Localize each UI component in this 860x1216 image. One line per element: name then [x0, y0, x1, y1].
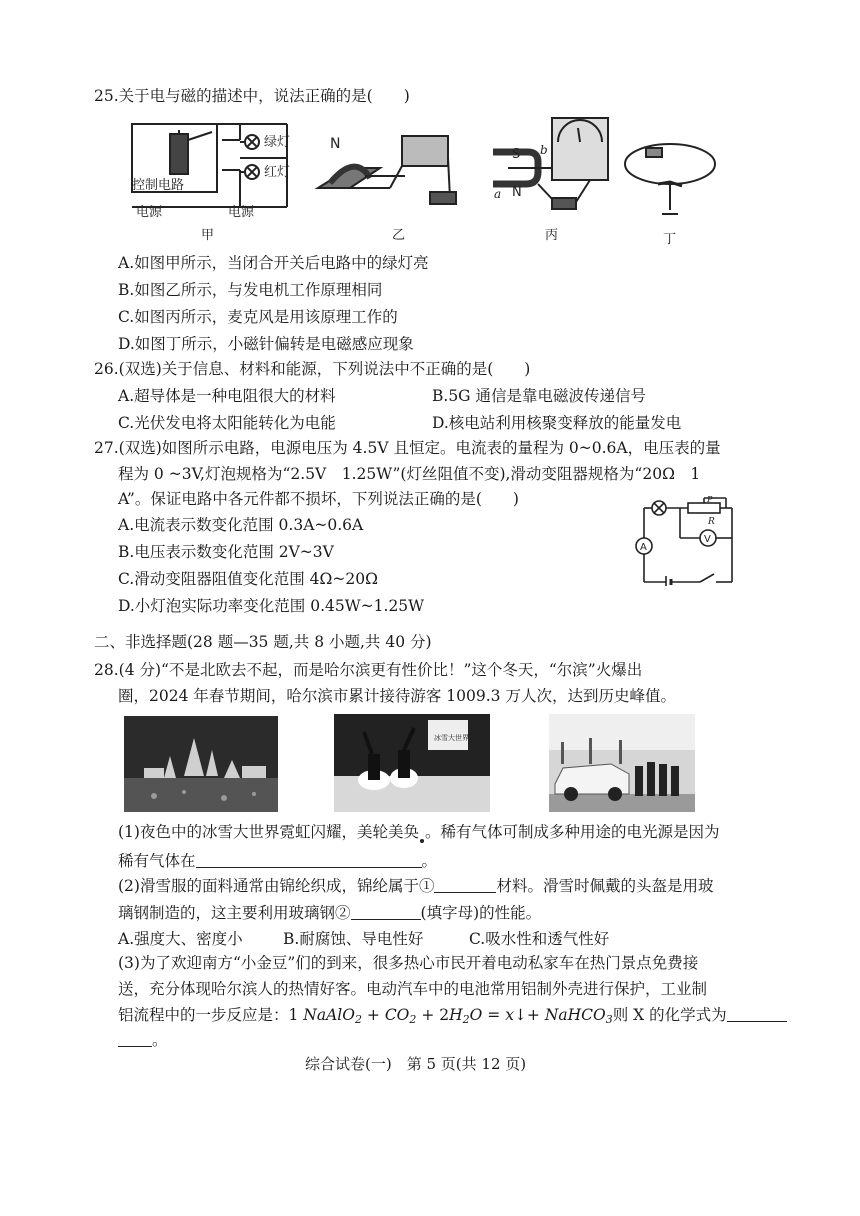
q27-option-c: C.滑动变阻器阻值变化范围 4Ω~20Ω: [118, 570, 378, 588]
source2-label: 电源: [228, 205, 255, 220]
q28-line1: 28.(4 分)“不是北欧去不起，而是哈尔滨更有性价比！”这个冬天，“尔滨”火爆出: [94, 661, 643, 679]
q28-line2: 圈，2024 年春节期间，哈尔滨市累计接待游客 1009.3 万人次，达到历史峰值。: [118, 687, 676, 705]
figure-jia-electromagnetic-relay: [122, 112, 294, 222]
q28-part3-line4: 。: [118, 1030, 168, 1050]
q28-choice-a: A.强度大、密度小: [118, 930, 243, 948]
q28-part3-line3: 铝流程中的一步反应是：1 NaAlO$_2$ + $CO_2 + 2H_2O$ = x↓+ NaHCO$_3$则 X 的化学式为: [118, 1005, 787, 1030]
figure-label-yi: 乙: [392, 228, 406, 243]
point-b-label: b: [540, 143, 548, 157]
answer-blank-1[interactable]: [196, 851, 422, 868]
q25-stem: 25.关于电与磁的描述中，说法正确的是( ): [94, 87, 410, 105]
resistor-r-label: R: [708, 517, 715, 527]
q28-part1-line1: (1)夜色中的冰雪大世界霓虹闪耀，美轮美奂 。稀有气体可制成多种用途的电光源是因为: [118, 823, 720, 841]
magnet-n-label-2: N: [512, 185, 522, 200]
answer-blank-3a[interactable]: [727, 1005, 787, 1022]
q27-line2: 程为 0 ~3V,灯泡规格为“2.5V 1.25W”(灯丝阻值不变),滑动变阻器规格为“20Ω 1: [118, 465, 701, 483]
q27-option-a: A.电流表示数变化范围 0.3A~0.6A: [118, 516, 364, 534]
green-lamp-label: 绿灯: [264, 135, 291, 150]
q26-option-b: B.5G 通信是靠电磁波传递信号: [432, 387, 646, 405]
emphasis-dot: [420, 839, 424, 843]
answer-blank-2-2[interactable]: [351, 903, 421, 920]
q28-part2-line2: 璃钢制造的，这主要利用玻璃钢② (填字母)的性能。: [118, 904, 542, 922]
q25-option-b: B.如图乙所示，与发电机工作原理相同: [118, 281, 383, 299]
q26-option-d: D.核电站利用核聚变释放的能量发电: [432, 414, 682, 432]
section-2-heading: 二、非选择题(28 题—35 题,共 8 小题,共 40 分): [94, 633, 432, 651]
q28-part3-line1: (3)为了欢迎南方“小金豆”们的到来，很多热心市民开着电动私家车在热门景点免费接: [118, 954, 699, 972]
q26-option-c: C.光伏发电将太阳能转化为电能: [118, 414, 336, 432]
magnet-s-label: S: [512, 147, 521, 162]
q25-option-a: A.如图甲所示，当闭合开关后电路中的绿灯亮: [118, 254, 429, 272]
q27-line1: 27.(双选)如图所示电路，电源电压为 4.5V 且恒定。电流表的量程为 0~0.6A，电压表的量: [94, 439, 721, 457]
q26-option-a: A.超导体是一种电阻很大的材料: [118, 387, 336, 405]
slider-p-label: P: [707, 495, 713, 504]
q25-option-d: D.如图丁所示，小磁针偏转是电磁感应现象: [118, 335, 414, 353]
answer-blank-3b[interactable]: [118, 1030, 152, 1047]
magnet-n-label: N: [330, 136, 341, 152]
photo-car-tourists: [549, 714, 695, 812]
q28-part3-line2: 送，充分体现哈尔滨人的热情好客。电动汽车中的电池常用铝制外壳进行保护，工业制: [118, 980, 708, 998]
q28-part2-line1: (2)滑雪服的面料通常由锦纶织成，锦纶属于① 材料。滑雪时佩戴的头盔是用玻: [118, 877, 714, 895]
control-circuit-label: 控制电路: [132, 178, 185, 193]
figure-label-bing: 丙: [545, 228, 559, 243]
point-a-label: a: [494, 187, 502, 201]
figure-bing-generator: [478, 112, 613, 217]
photo-sign-text: 冰雪大世界: [434, 734, 469, 742]
answer-blank-2-1[interactable]: [434, 876, 496, 893]
q27-option-b: B.电压表示数变化范围 2V~3V: [118, 543, 334, 561]
figure-label-ding: 丁: [663, 232, 677, 247]
page-footer: 综合试卷(一) 第 5 页(共 12 页): [305, 1055, 527, 1073]
q28-part1-line2: 稀有气体在 。: [118, 852, 438, 870]
figure-ding-oersted: [620, 138, 720, 226]
q28-choice-c: C.吸水性和透气性好: [469, 930, 610, 948]
photo-ice-snow-world: [124, 716, 278, 812]
ammeter-label: A: [640, 542, 647, 553]
q27-line3: A”。保证电路中各元件都不损坏，下列说法正确的是( ): [118, 490, 519, 508]
red-lamp-label: 红灯: [264, 165, 291, 180]
figure-q27-circuit: [628, 494, 740, 586]
q27-option-d: D.小灯泡实际功率变化范围 0.45W~1.25W: [118, 597, 425, 615]
q26-stem: 26.(双选)关于信息、材料和能源，下列说法中不正确的是( ): [94, 360, 531, 378]
figure-yi-motor-rails: [310, 128, 460, 213]
q25-option-c: C.如图丙所示，麦克风是用该原理工作的: [118, 308, 398, 326]
q28-choice-b: B.耐腐蚀、导电性好: [283, 930, 424, 948]
photo-skiers-snow: [334, 714, 490, 812]
source1-label: 电源: [136, 205, 163, 220]
figure-label-jia: 甲: [201, 228, 215, 243]
voltmeter-label: V: [704, 534, 711, 545]
